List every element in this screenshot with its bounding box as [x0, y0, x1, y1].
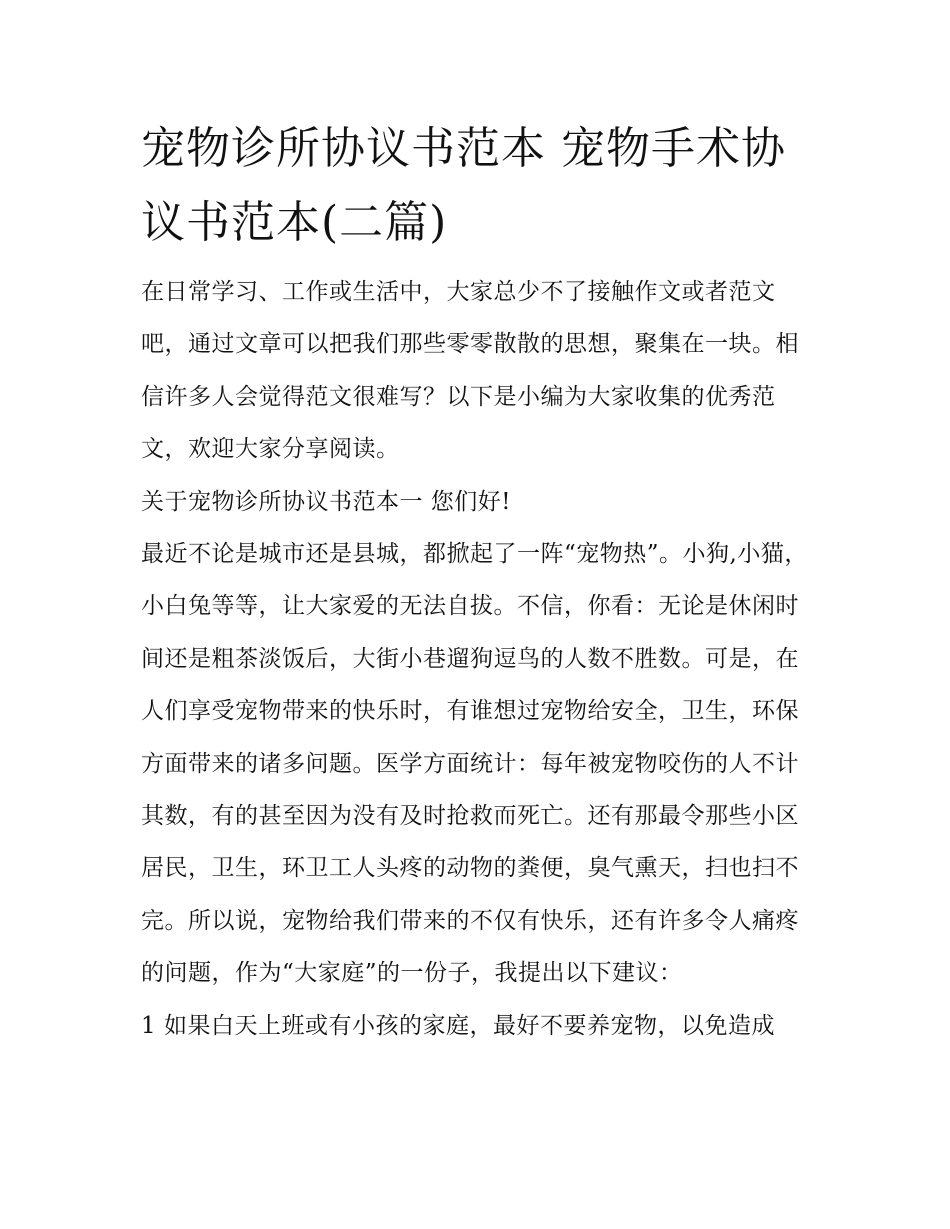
section-heading-paragraph: 关于宠物诊所协议书范本一 您们好!: [141, 488, 512, 515]
body-paragraph: 最近不论是城市还是县城，都掀起了一阵“宠物热”。小狗,小猫，小白兔等等，让大家爱的无法自拔。不信，你看：无论是休闲时间还是粗茶淡饭后，大街小巷遛狗逗鸟的人数不胜数。可是，在人们享受宠物带来的快乐时，有谁想过宠物给安全，卫生，环保方面带来的诸多问题。医学方面统计：每年被宠物咬伤的人不计其数，有的甚至因为没有及时抢救而死亡。还有那最令那些小区居民，卫生，环卫工人头疼的动物的粪便，臭气熏天，扫也扫不完。所以说，宠物给我们带来的不仅有快乐，还有许多令人痛疼的问题，作为“大家庭”的一份子，我提出以下建议：: [141, 541, 808, 987]
document-body: [141, 112, 813, 1052]
intro-paragraph: 在日常学习、工作或生活中，大家总少不了接触作文或者范文吧，通过文章可以把我们那些零零散散的思想，聚集在一块。相信许多人会觉得范文很难写？以下是小编为大家收集的优秀范文，欢迎大家分享阅读。: [141, 279, 799, 463]
suggestion-item-1: 1 如果白天上班或有小孩的家庭，最好不要养宠物，以免造成: [141, 1012, 775, 1039]
document-title: 宠物诊所协议书范本 宠物手术协议书范本(二篇): [141, 123, 786, 248]
